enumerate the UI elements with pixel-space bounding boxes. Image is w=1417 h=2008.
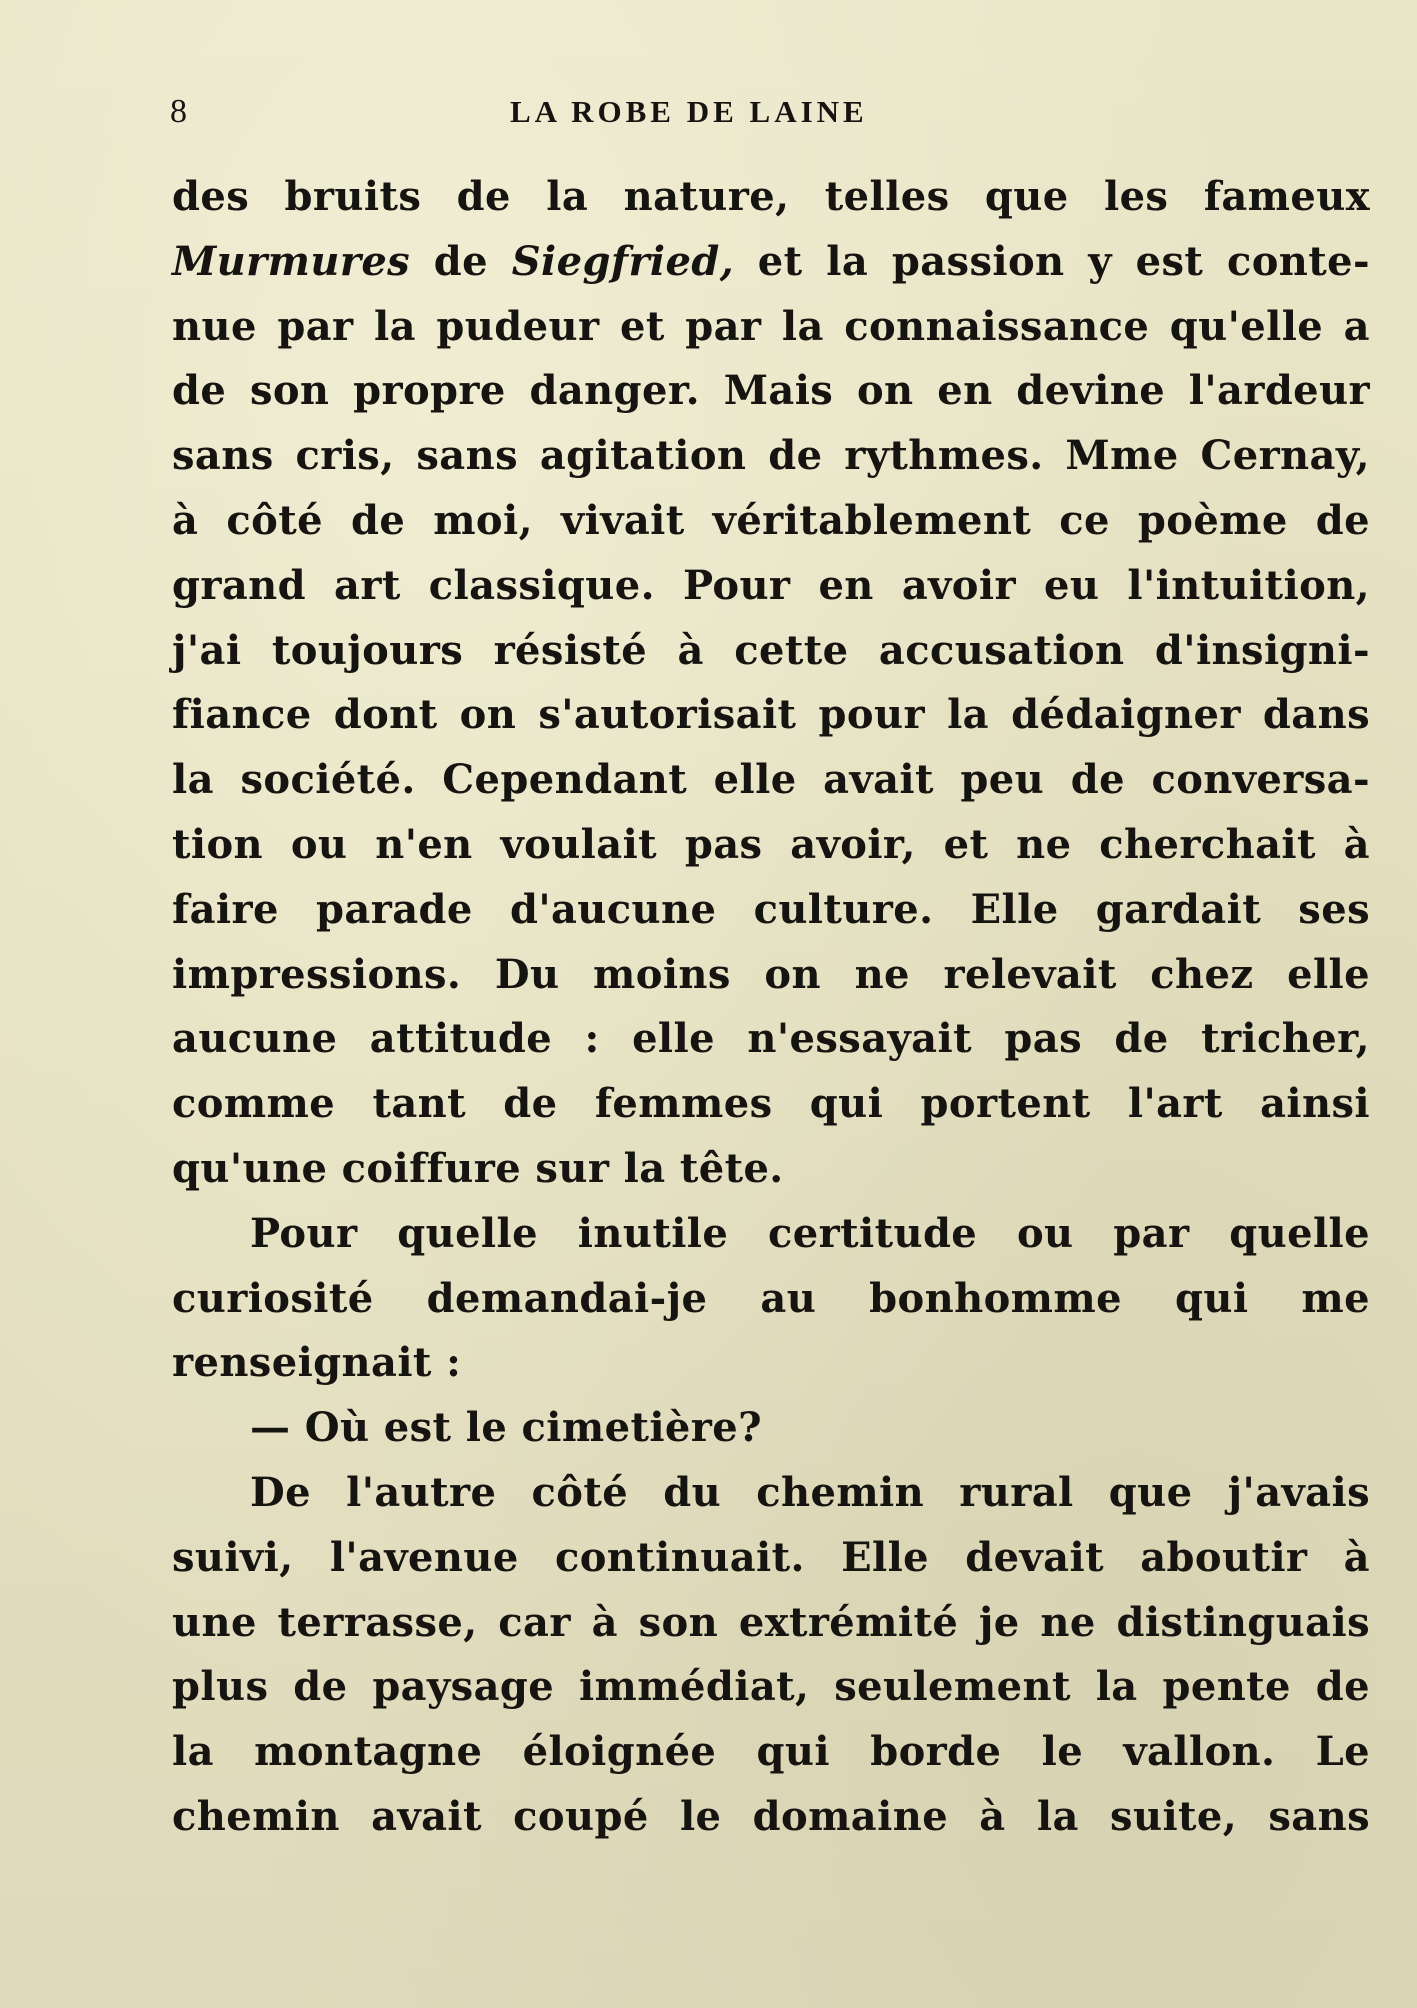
text-line: de son propre danger. Mais on en devine l'ardeur [172, 367, 1370, 415]
text-line: à côté de moi, vivait véritablement ce poème de [172, 496, 1370, 544]
text-line: qu'une coiffure sur la tête. [172, 1144, 784, 1192]
text-line: renseignait : [172, 1339, 462, 1387]
text-line: j'ai toujours résisté à cette accusation d'insigni- [172, 626, 1370, 674]
text-line: Murmures de Siegfried, et la passion y est conte- [172, 237, 1371, 285]
text-line: curiosité demandai-je au bonhomme qui me [172, 1274, 1370, 1322]
text-line: nue par la pudeur et par la connaissance qu'elle a [172, 302, 1370, 350]
text-line: la société. Cependant elle avait peu de conversa- [172, 756, 1370, 804]
text-line: aucune attitude : elle n'essayait pas de tricher, [172, 1015, 1370, 1063]
text-line: fiance dont on s'autorisait pour la dédaigner dans [172, 691, 1370, 739]
text-line: comme tant de femmes qui portent l'art ainsi [172, 1080, 1370, 1128]
text-line: tion ou n'en voulait pas avoir, et ne cherchait à [172, 820, 1370, 868]
text-line: faire parade d'aucune culture. Elle gardait ses [172, 885, 1370, 933]
page-header [170, 92, 1030, 132]
dialogue-line: — Où est le cimetière? [250, 1404, 762, 1452]
page-number: 8 [170, 93, 187, 130]
text-line: une terrasse, car à son extrémité je ne distinguais [172, 1598, 1370, 1646]
italic-title: Murmures [172, 237, 411, 285]
text-line: impressions. Du moins on ne relevait chez elle [172, 950, 1370, 998]
text-line: suivi, l'avenue continuait. Elle devait aboutir à [172, 1533, 1370, 1581]
running-title: LA ROBE DE LAINE [510, 94, 868, 129]
text-line: sans cris, sans agitation de rythmes. Mme Cernay, [172, 432, 1370, 480]
italic-title: Siegfried, [511, 237, 735, 285]
text-line: la montagne éloignée qui borde le vallon. Le [172, 1728, 1370, 1776]
text-line: Pour quelle inutile certitude ou par quelle [250, 1209, 1370, 1257]
text-line: des bruits de la nature, telles que les fameux [172, 173, 1370, 220]
text-line: chemin avait coupé le domaine à la suite, sans [172, 1792, 1370, 1840]
text-line: plus de paysage immédiat, seulement la pente de [172, 1663, 1370, 1711]
text-line: grand art classique. Pour en avoir eu l'intuition, [172, 561, 1370, 609]
text-line: De l'autre côté du chemin rural que j'avais [250, 1468, 1370, 1516]
body-text [172, 165, 1370, 1850]
